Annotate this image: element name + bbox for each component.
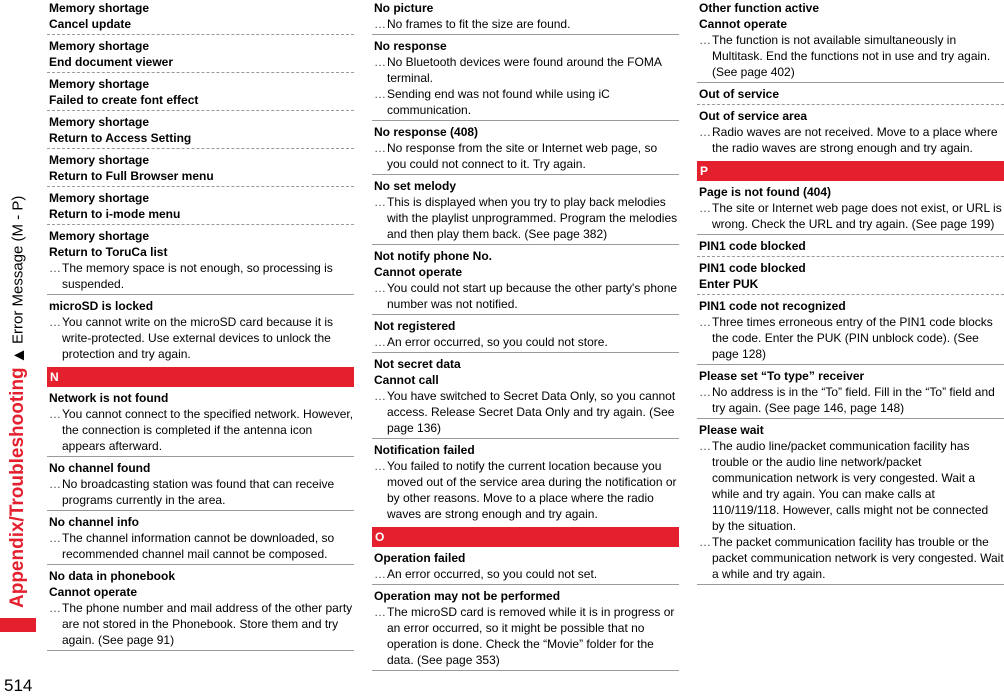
error-message-title: Memory shortage: [49, 153, 150, 167]
error-message-title: Return to ToruCa list: [49, 245, 168, 259]
error-description: … An error occurred, so you could not set.: [374, 566, 679, 582]
error-description: … The microSD card is removed while it is in progress or an error occurred, so it might be possible that no operation is done. Check the “Movie” folder for the data. (See page 353): [374, 604, 679, 668]
error-message-title: PIN1 code blocked: [699, 261, 806, 275]
error-entry: [697, 108, 1004, 158]
error-message-title: Cannot call: [374, 373, 439, 387]
error-message-title: Memory shortage: [49, 115, 150, 129]
error-entry: [372, 442, 679, 524]
error-entry: [372, 318, 679, 353]
error-description: … No frames to fit the size are found.: [374, 16, 679, 32]
error-entry: [372, 124, 679, 175]
error-message-title: Return to i-mode menu: [49, 207, 181, 221]
error-description: … The packet communication facility has trouble or the packet communication network is very congested. Wait a while and try again.: [699, 534, 1004, 582]
chapter-title: Appendix/Troubleshooting: [7, 367, 28, 608]
error-message-title: PIN1 code not recognized: [699, 299, 846, 313]
error-message-title: No picture: [374, 1, 434, 15]
error-message-title: No response (408): [374, 125, 479, 139]
error-entry: [697, 298, 1004, 365]
error-entry: [47, 390, 354, 457]
error-message-title: Operation failed: [374, 551, 466, 565]
error-entry: [47, 114, 354, 149]
error-message-title: Memory shortage: [49, 1, 150, 15]
error-message-title: Out of service: [699, 87, 780, 101]
error-message-title: Operation may not be performed: [374, 589, 561, 603]
error-entry: [372, 178, 679, 245]
error-message-title: Please set “To type” receiver: [699, 369, 865, 383]
error-message-title: Not registered: [374, 319, 456, 333]
error-message-title: Network is not found: [49, 391, 169, 405]
error-message-title: Return to Full Browser menu: [49, 169, 214, 183]
error-entry: [372, 38, 679, 121]
error-entry: [47, 38, 354, 73]
error-message-title: Enter PUK: [699, 277, 759, 291]
error-description: … No Bluetooth devices were found around the FOMA terminal.: [374, 54, 679, 86]
error-message-title: Memory shortage: [49, 77, 150, 91]
error-message-title: Cannot operate: [699, 17, 788, 31]
error-description: … This is displayed when you try to play back melodies with the playlist unprogrammed. Program the melodies and then play them back. (See page 382): [374, 194, 679, 242]
error-message-title: Cannot operate: [374, 265, 463, 279]
error-message-title: Not secret data: [374, 357, 461, 371]
error-description: … Radio waves are not received. Move to a place where the radio waves are strong enough and try again.: [699, 124, 1004, 156]
error-message-title: No data in phonebook: [49, 569, 175, 583]
section-header-p: P: [697, 161, 1004, 181]
error-message-title: Cancel update: [49, 17, 132, 31]
triangle-icon: ▶: [10, 348, 26, 364]
error-description: … The memory space is not enough, so processing is suspended.: [49, 260, 354, 292]
error-description: … Sending end was not found while using iC communication.: [374, 86, 679, 118]
error-message-title: No response: [374, 39, 447, 53]
error-description: … You could not start up because the other party's phone number was not notified.: [374, 280, 679, 312]
error-entry: [47, 76, 354, 111]
error-description: … You failed to notify the current location because you moved out of the service area during the notification or by other reasons. Move to a place where the radio waves are strong enough and try again.: [374, 458, 679, 522]
error-message-title: Cannot operate: [49, 585, 138, 599]
sidebar: [0, 0, 36, 697]
error-description: … You cannot connect to the specified network. However, the connection is completed if the antenna icon appears afterward.: [49, 406, 354, 454]
error-description: … You have switched to Secret Data Only, so you cannot access. Release Secret Data Only and try again. (See page 136): [374, 388, 679, 436]
error-entry: [47, 568, 354, 651]
error-description: … The phone number and mail address of the other party are not stored in the Phonebook. Store them and try again. (See page 91): [49, 600, 354, 648]
sidebar-title: [4, 8, 32, 608]
error-message-title: Out of service area: [699, 109, 808, 123]
error-entry: [697, 0, 1004, 83]
column-2: [372, 0, 679, 671]
error-entry: [372, 588, 679, 671]
section-header-o: O: [372, 527, 679, 547]
error-description: … No broadcasting station was found that can receive programs currently in the area.: [49, 476, 354, 508]
error-entry: [47, 514, 354, 565]
section-title: Error Message (M - P): [9, 195, 27, 345]
section-header-n: N: [47, 367, 354, 387]
error-entry: [697, 238, 1004, 257]
error-description: … No address is in the “To” field. Fill in the “To” field and try again. (See page 146, page 148): [699, 384, 1004, 416]
error-description: … The channel information cannot be downloaded, so recommended channel mail cannot be composed.: [49, 530, 354, 562]
error-description: … Three times erroneous entry of the PIN1 code blocks the code. Enter the PUK (PIN unblock code). (See page 128): [699, 314, 1004, 362]
error-entry: [47, 228, 354, 295]
error-message-title: microSD is locked: [49, 299, 154, 313]
error-message-title: Return to Access Setting: [49, 131, 192, 145]
error-message-title: Memory shortage: [49, 229, 150, 243]
error-description: … No response from the site or Internet web page, so you could not connect to it. Try again.: [374, 140, 679, 172]
error-message-title: Other function active: [699, 1, 820, 15]
error-entry: [47, 190, 354, 225]
error-description: … The function is not available simultaneously in Multitask. End the functions not in use and try again. (See page 402): [699, 32, 1004, 80]
error-entry: [372, 248, 679, 315]
error-message-title: Memory shortage: [49, 191, 150, 205]
error-entry: [697, 184, 1004, 235]
column-1: [47, 0, 354, 651]
error-entry: [47, 298, 354, 364]
error-message-title: Please wait: [699, 423, 764, 437]
error-entry: [47, 460, 354, 511]
error-message-title: End document viewer: [49, 55, 174, 69]
error-message-title: No channel info: [49, 515, 139, 529]
error-entry: [47, 0, 354, 35]
error-message-title: Failed to create font effect: [49, 93, 199, 107]
column-3: [697, 0, 1004, 585]
error-description: … An error occurred, so you could not store.: [374, 334, 679, 350]
error-description: … The audio line/packet communication facility has trouble or the audio line network/packet communication network is very congested. Wait a while and try again. You can make calls at 110/119/118. However, calls might not be connected by the situation.: [699, 438, 1004, 534]
error-message-title: Notification failed: [374, 443, 475, 457]
error-message-title: No channel found: [49, 461, 151, 475]
error-message-title: Memory shortage: [49, 39, 150, 53]
error-message-title: No set melody: [374, 179, 457, 193]
page-number: 514: [4, 676, 33, 695]
error-entry: [697, 368, 1004, 419]
chapter-marker: [0, 618, 36, 632]
error-message-title: Page is not found (404): [699, 185, 832, 199]
error-entry: [372, 356, 679, 439]
error-entry: [697, 86, 1004, 105]
error-entry: [697, 422, 1004, 585]
error-entry: [372, 0, 679, 35]
error-message-title: PIN1 code blocked: [699, 239, 806, 253]
error-message-title: Not notify phone No.: [374, 249, 492, 263]
error-description: … The site or Internet web page does not exist, or URL is wrong. Check the URL and try again. (See page 199): [699, 200, 1004, 232]
error-entry: [47, 152, 354, 187]
error-description: … You cannot write on the microSD card because it is write-protected. Use external devices to unlock the protection and try again.: [49, 314, 354, 362]
error-entry: [372, 550, 679, 585]
error-entry: [697, 260, 1004, 295]
